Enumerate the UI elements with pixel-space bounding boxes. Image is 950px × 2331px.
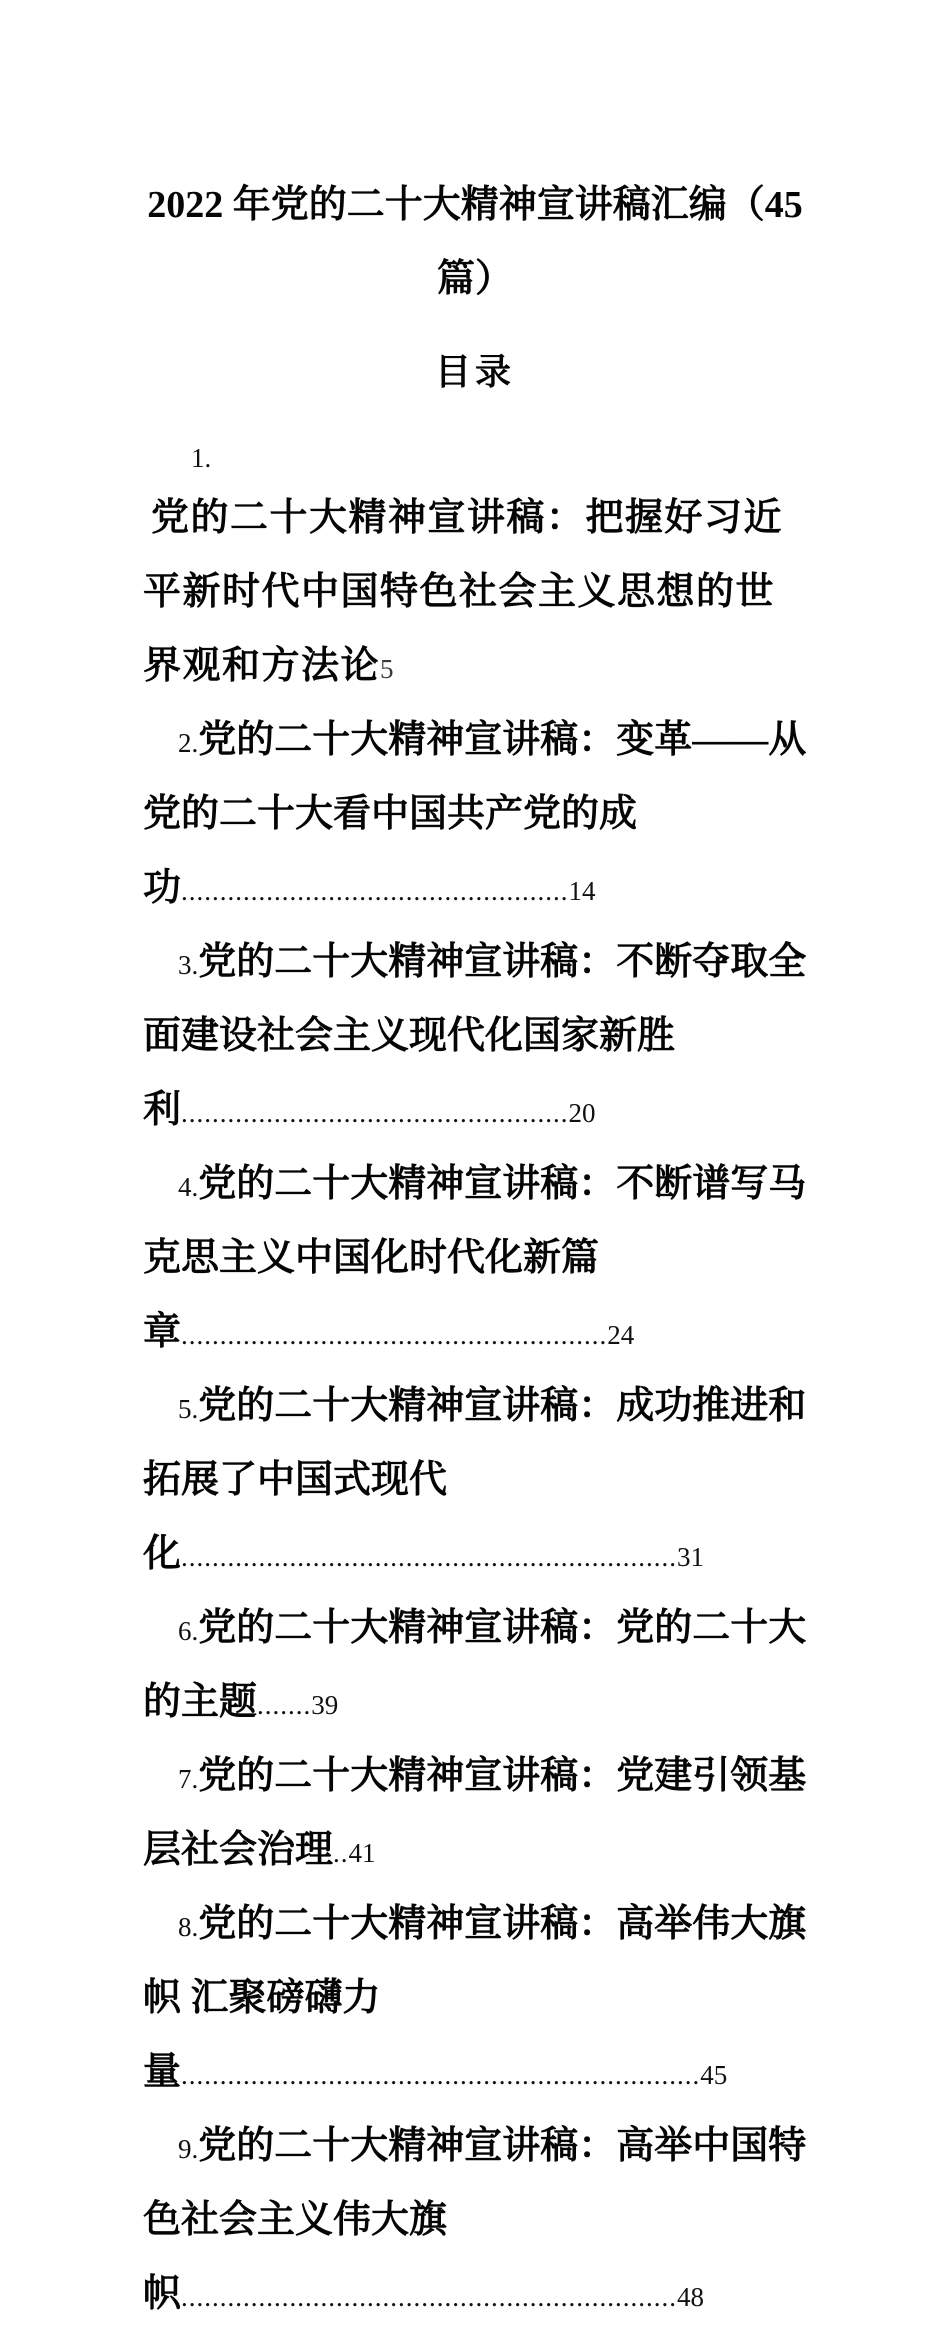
toc-entry-number: 9. (178, 2134, 199, 2164)
toc-page-number: 5 (380, 654, 396, 684)
toc-entry-number: 6. (178, 1616, 199, 1646)
toc-entry-number: 5. (178, 1394, 199, 1424)
document-title: 2022 年党的二十大精神宣讲稿汇编（45 篇） (147, 184, 803, 300)
toc-page-number: 39 (311, 1690, 339, 1720)
document-page (0, 168, 950, 2331)
toc-page-number: 45 (700, 2060, 728, 2090)
toc-dot-leader: ....................................................... (181, 1320, 608, 1350)
toc-entry-number: 2. (178, 728, 199, 758)
toc-entry[interactable] (143, 1147, 811, 1369)
toc-dot-leader: .................................................. (181, 876, 569, 906)
toc-entry[interactable] (143, 1739, 811, 1887)
toc-entry-number: 8. (178, 1912, 199, 1942)
toc-entry[interactable] (143, 925, 811, 1147)
toc-entry-number: 7. (178, 1764, 199, 1794)
toc-page-number: 31 (677, 1542, 705, 1572)
toc-entry[interactable] (143, 481, 811, 703)
toc-dot-leader: ....... (257, 1690, 312, 1720)
toc-entry[interactable] (143, 1369, 811, 1591)
toc-entry-title: 党的二十大精神宣讲稿：高举中国特色社会主义伟大旗帜 (143, 2125, 807, 2315)
toc-page-number: 41 (348, 1838, 376, 1868)
toc-dot-leader: .. (333, 1838, 349, 1868)
toc-entry-title: 党的二十大精神宣讲稿：不断夺取全面建设社会主义现代化国家新胜利 (143, 941, 807, 1131)
toc-entry-title: 党的二十大精神宣讲稿：把握好习近平新时代中国特色社会主义思想的世界观和方法论 (143, 497, 784, 687)
toc-entry-title: 党的二十大精神宣讲稿：高举伟大旗帜 汇聚磅礴力量 (143, 1903, 807, 2093)
toc-page-number: 48 (677, 2282, 705, 2312)
toc-dot-leader: ................................................................ (181, 2282, 678, 2312)
toc-dot-leader: ................................................................ (181, 1542, 678, 1572)
toc-page-number: 24 (607, 1320, 635, 1350)
toc-entry-title: 党的二十大精神宣讲稿：不断谱写马克思主义中国化时代化新篇章 (143, 1163, 807, 1353)
toc-entry-number-line[interactable]: 1. (191, 443, 212, 473)
toc-entry-number: 4. (178, 1172, 199, 1202)
toc-entry[interactable] (143, 1591, 811, 1739)
toc-entry[interactable] (143, 1887, 811, 2109)
toc-entry-title: 党的二十大精神宣讲稿：变革——从党的二十大看中国共产党的成功 (143, 719, 807, 909)
toc-dot-leader: ................................................................... (181, 2060, 701, 2090)
toc-entry-number: 3. (178, 950, 199, 980)
toc-entry-title: 党的二十大精神宣讲稿：党建引领基层社会治理 (143, 1755, 807, 1871)
toc-list (143, 435, 811, 2331)
toc-entry[interactable] (143, 2109, 811, 2331)
toc-entry-title: 党的二十大精神宣讲稿：党的二十大的主题 (143, 1607, 807, 1723)
toc-entry-title: 党的二十大精神宣讲稿：成功推进和拓展了中国式现代化 (143, 1385, 807, 1575)
toc-page-number: 14 (568, 876, 596, 906)
toc-dot-leader: .................................................. (181, 1098, 569, 1128)
toc-entry[interactable] (143, 703, 811, 925)
toc-heading: 目录 (434, 352, 515, 392)
toc-page-number: 20 (568, 1098, 596, 1128)
